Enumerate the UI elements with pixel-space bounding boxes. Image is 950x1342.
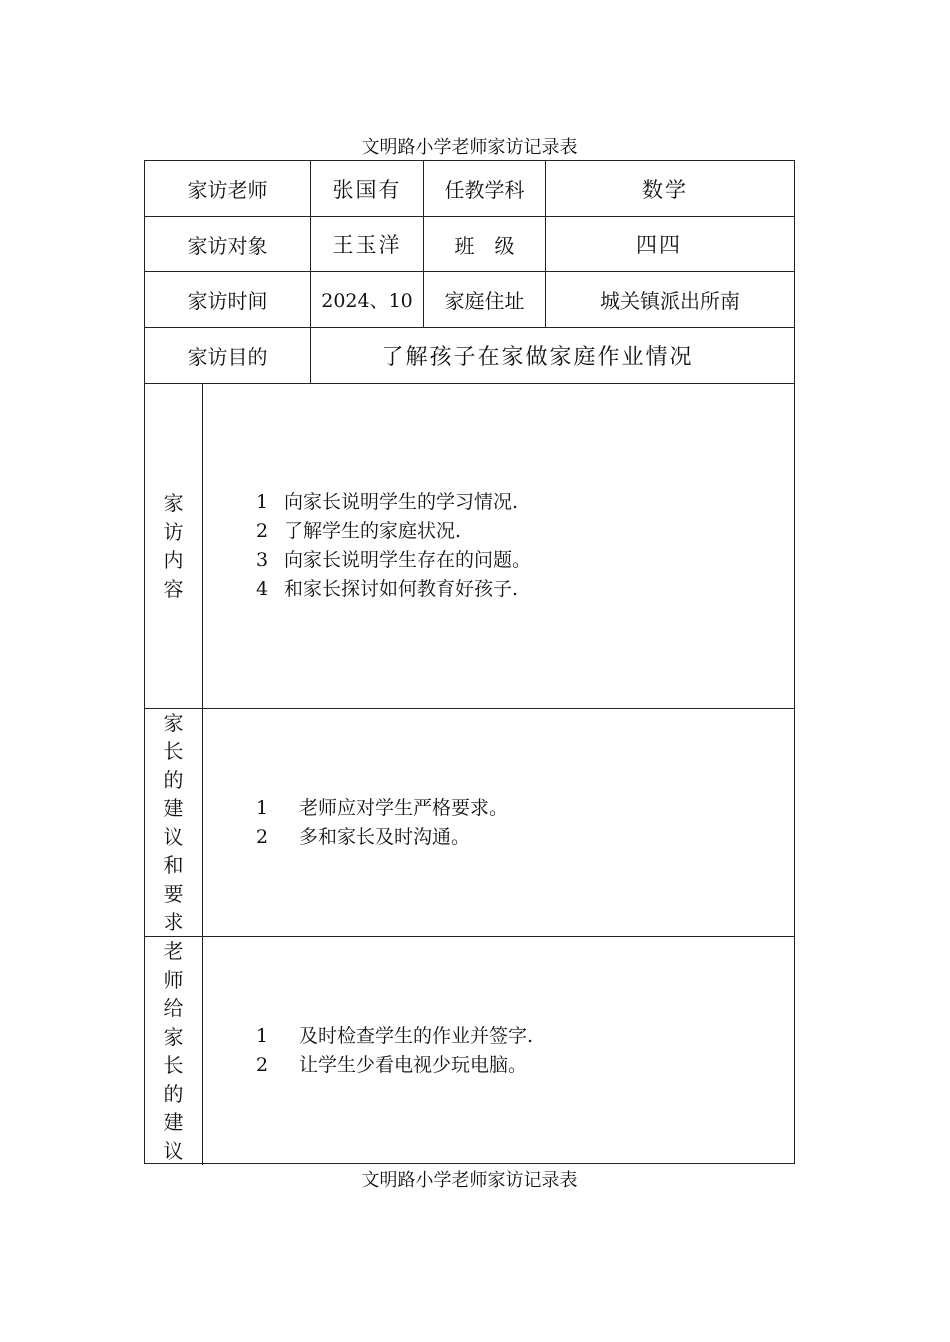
subject-value: 数学	[545, 161, 794, 216]
list-item: 1 向家长说明学生的学习情况.	[256, 491, 519, 513]
time-row	[145, 272, 794, 328]
parent-suggestion-label	[145, 709, 202, 936]
list-item: 4 和家长探讨如何教育好孩子.	[256, 578, 519, 600]
content-label	[145, 384, 202, 708]
label-char: 师	[163, 967, 184, 992]
time-label: 家访时间	[187, 289, 268, 313]
label-char: 的	[163, 1081, 184, 1106]
purpose-value: 了解孩子在家做家庭作业情况	[310, 328, 794, 383]
label-char: 建	[163, 1110, 184, 1134]
subject-label: 任教学科	[423, 161, 545, 216]
target-row	[145, 217, 794, 272]
teacher-label: 家访老师	[187, 178, 268, 202]
content-list-cell	[202, 384, 794, 708]
time-value: 2024、10	[310, 272, 423, 327]
teacher-row	[145, 161, 794, 217]
teacher-value: 张国有	[310, 161, 423, 216]
label-char: 求	[163, 910, 184, 934]
target-label: 家访对象	[187, 233, 268, 258]
label-char: 和	[163, 853, 184, 877]
address-value: 城关镇派出所南	[545, 272, 794, 327]
target-value: 王玉洋	[310, 217, 423, 271]
content-label-char: 访	[163, 519, 184, 544]
purpose-label: 家访目的	[187, 345, 268, 369]
content-label-char: 内	[163, 548, 184, 572]
label-char: 长	[163, 739, 184, 763]
label-char: 的	[163, 767, 184, 792]
document-title: 文明路小学老师家访记录表	[361, 137, 578, 158]
content-row	[145, 384, 794, 709]
purpose-row	[145, 328, 794, 384]
document-footer-title: 文明路小学老师家访记录表	[361, 1170, 578, 1191]
list-item: 2 多和家长及时沟通。	[256, 825, 471, 848]
address-label: 家庭住址	[423, 272, 545, 327]
label-char: 要	[163, 881, 184, 906]
list-item: 1 及时检查学生的作业并签字.	[256, 1025, 534, 1047]
label-char: 建	[163, 796, 184, 820]
label-char: 家	[163, 1024, 184, 1049]
parent-suggestion-row	[145, 709, 794, 937]
label-char: 老	[163, 939, 184, 963]
content-label-char: 容	[163, 576, 184, 601]
list-item: 2 让学生少看电视少玩电脑。	[256, 1054, 528, 1076]
list-item: 2 了解学生的家庭状况.	[256, 520, 462, 542]
label-char: 家	[163, 710, 184, 735]
label-char: 长	[163, 1053, 184, 1077]
content-list	[256, 488, 531, 604]
label-char: 议	[163, 824, 184, 849]
label-char: 给	[163, 996, 184, 1020]
teacher-suggestion-row	[145, 937, 794, 1165]
label-char: 议	[163, 1138, 184, 1163]
parent-suggestion-list	[256, 794, 508, 852]
teacher-suggestion-label	[145, 937, 202, 1165]
class-value: 四四	[545, 217, 794, 271]
list-item: 1 老师应对学生严格要求。	[256, 796, 509, 819]
teacher-suggestion-list-cell	[202, 937, 794, 1165]
list-item: 3 向家长说明学生存在的问题。	[256, 549, 532, 571]
parent-suggestion-list-cell	[202, 709, 794, 936]
teacher-suggestion-list	[256, 1022, 533, 1080]
content-label-char: 家	[163, 491, 184, 515]
class-label: 班 级	[423, 217, 545, 271]
visit-record-table	[144, 160, 795, 1164]
